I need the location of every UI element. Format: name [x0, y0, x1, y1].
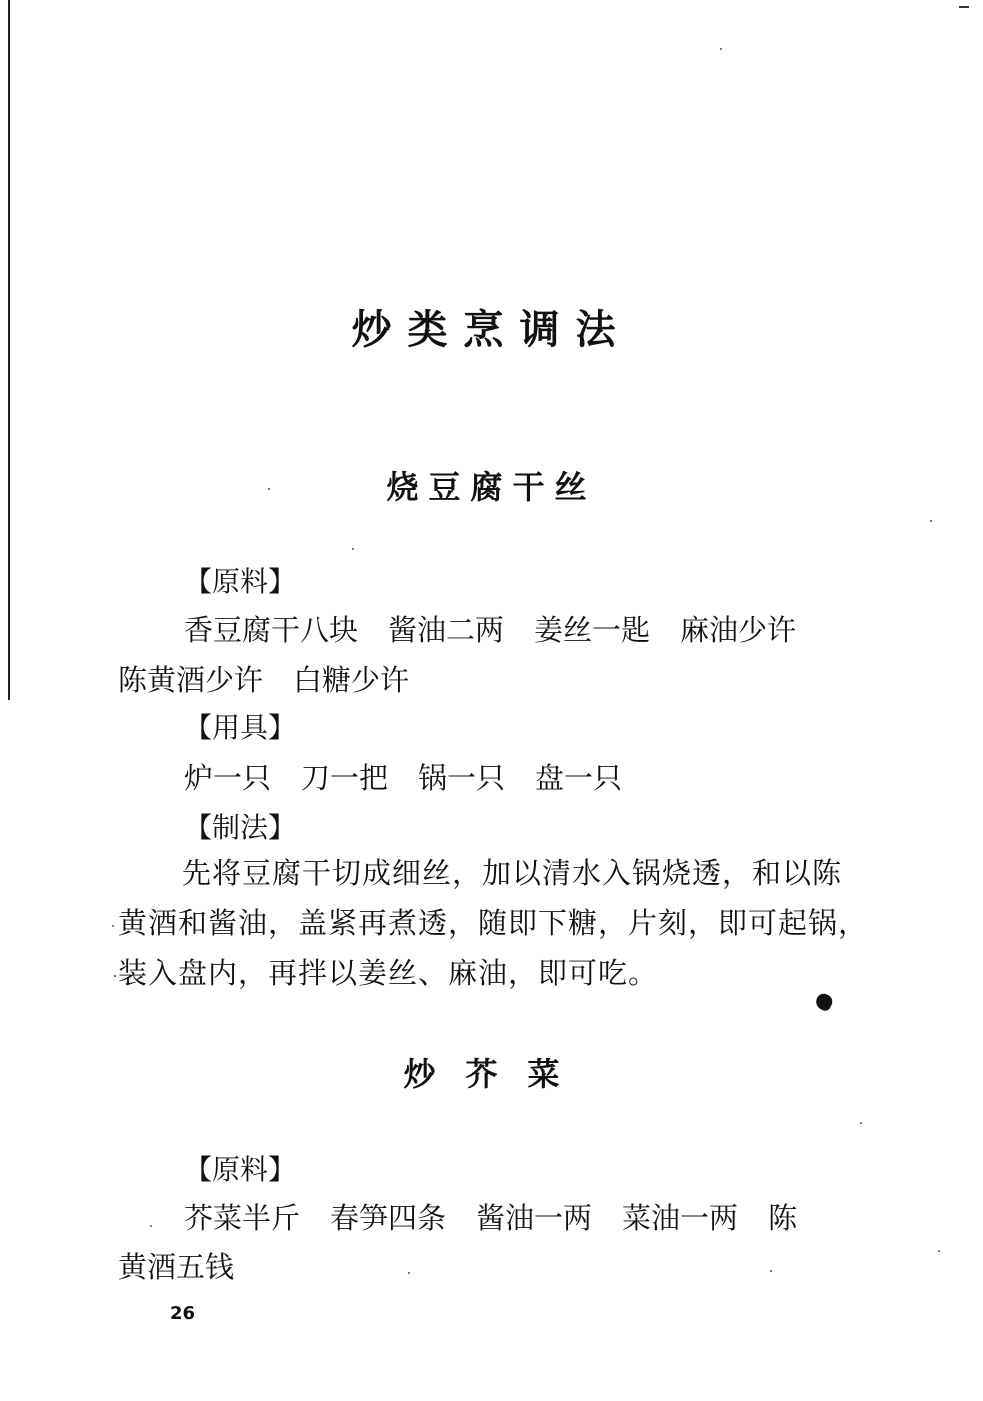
- ingredient: 酱油二两: [388, 613, 505, 647]
- materials-line: [118, 658, 409, 699]
- scan-speck: [720, 48, 722, 50]
- method-header: 【制法】: [184, 811, 297, 844]
- materials-header: 【原料】: [184, 565, 297, 598]
- ingredient: 姜丝一匙: [534, 613, 651, 647]
- scan-speck: [860, 1122, 862, 1124]
- materials-line: [184, 1196, 797, 1237]
- recipe-title: 炒芥菜: [403, 1055, 590, 1093]
- tools-line: [184, 756, 622, 797]
- ingredient: 白糖少许: [293, 663, 410, 697]
- page-number: 26: [170, 1303, 196, 1324]
- scan-speck: [408, 1272, 410, 1274]
- ingredient: 香豆腐干八块: [184, 613, 359, 647]
- chapter-title: 炒类烹调法: [351, 306, 632, 353]
- ingredient: 春笋四条: [330, 1201, 447, 1235]
- ingredient: 酱油一两: [476, 1201, 593, 1235]
- ingredient: 麻油少许: [680, 613, 797, 647]
- tools-header: 【用具】: [184, 711, 297, 744]
- ingredient: 陈黄酒少许: [118, 663, 264, 697]
- ingredient: 陈: [768, 1201, 798, 1235]
- materials-header: 【原料】: [184, 1153, 297, 1186]
- scan-speck: [268, 488, 270, 490]
- method-text: 先将豆腐干切成细丝，加以清水入锅烧透，和以陈黄酒和酱油，盖紧再煮透，随即下糖，片刻，即可起锅，装入盘内，再拌以姜丝、麻油，即可吃。: [118, 856, 869, 990]
- scan-speck: [112, 925, 114, 927]
- materials-line: [118, 1245, 234, 1286]
- recipe-title: 烧豆腐干丝: [386, 468, 597, 506]
- corner-mark: [959, 6, 969, 14]
- scan-speck: [770, 1270, 772, 1272]
- ingredient: 黄酒五钱: [118, 1250, 235, 1284]
- scan-speck: [352, 548, 354, 550]
- tool-item: 锅一只: [418, 761, 506, 795]
- scan-speck: [150, 1225, 152, 1227]
- scan-speck: [938, 1250, 940, 1252]
- ingredient: 菜油一两: [622, 1201, 739, 1235]
- materials-line: [184, 608, 796, 649]
- tool-item: 盘一只: [535, 761, 623, 795]
- tool-item: 炉一只: [184, 761, 272, 795]
- scan-speck: [114, 975, 116, 977]
- scan-speck: [930, 520, 932, 522]
- ingredient: 芥菜半斤: [184, 1201, 301, 1235]
- tool-item: 刀一把: [301, 761, 389, 795]
